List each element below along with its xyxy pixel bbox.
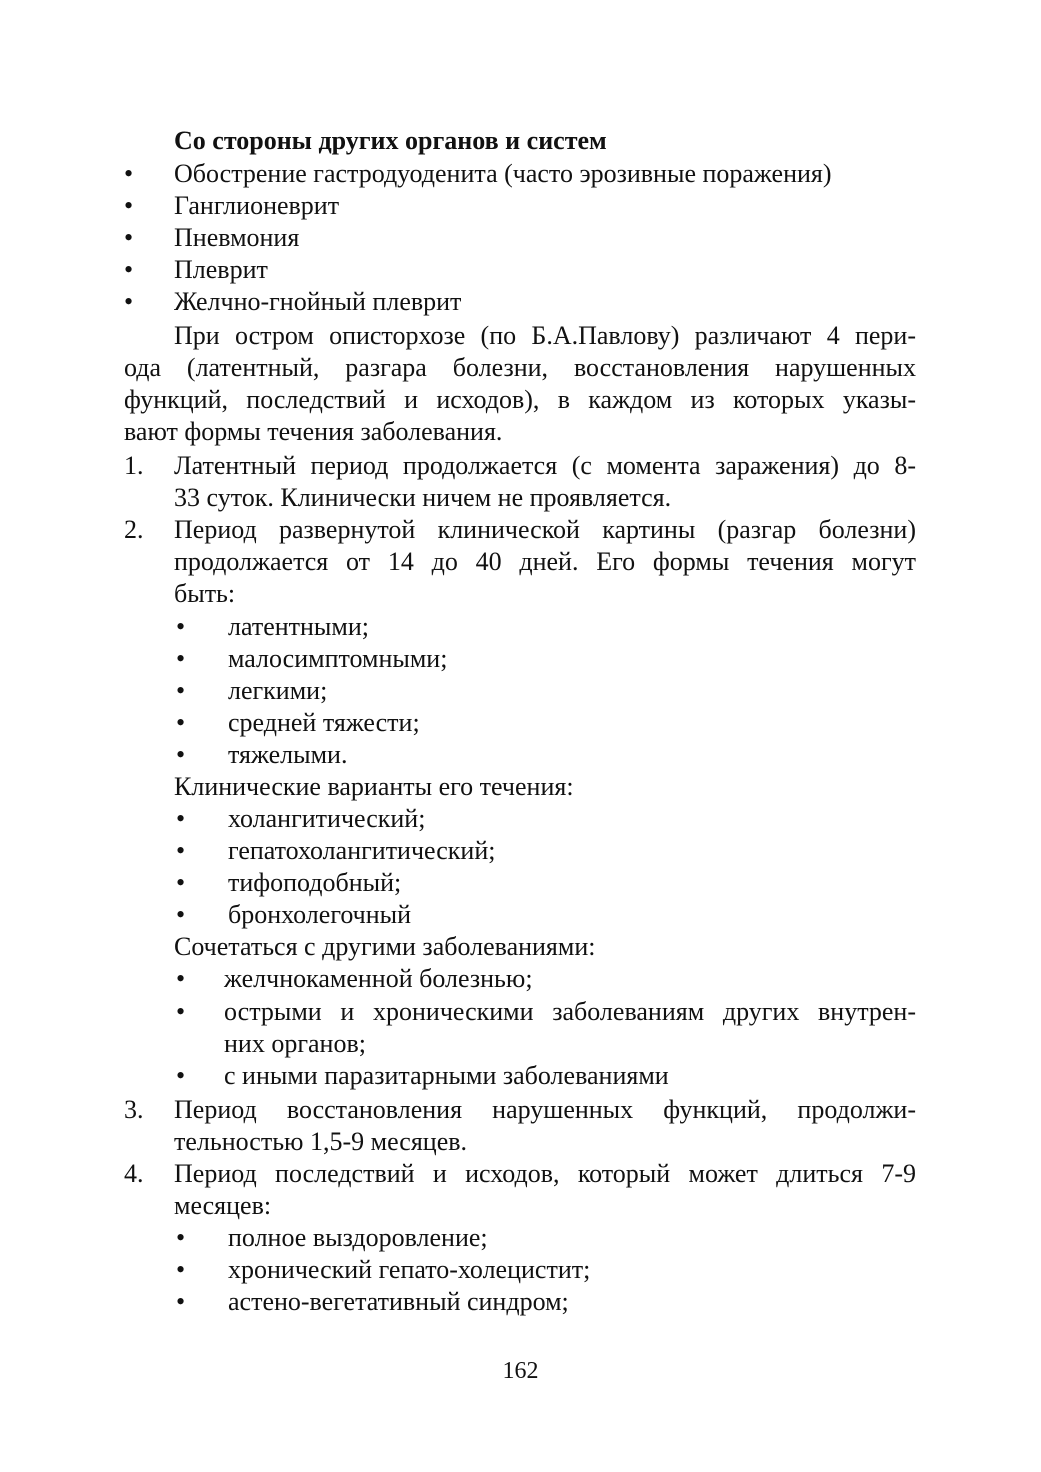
- bullet-icon: •: [176, 900, 186, 929]
- period-line: месяцев:: [174, 1191, 272, 1220]
- period-line: тельностью 1,5-9 месяцев.: [174, 1127, 468, 1156]
- period-line: 33 суток. Клинически ничем не проявляется.: [174, 483, 672, 512]
- list-item: тяжелыми.: [228, 740, 348, 769]
- bullet-icon: •: [176, 1223, 186, 1252]
- bullet-icon: •: [124, 255, 134, 284]
- paragraph-line: ода (латентный, разгара болезни, восстановления нарушенных: [124, 353, 916, 382]
- list-number: 4.: [124, 1159, 144, 1188]
- paragraph-line: вают формы течения заболевания.: [124, 417, 503, 446]
- period-line: Период последствий и исходов, который может длиться 7-9: [174, 1159, 916, 1188]
- list-item: хронический гепато-холецистит;: [228, 1255, 591, 1284]
- list-item-continuation: них органов;: [224, 1029, 366, 1058]
- combos-label: Сочетаться с другими заболеваниями:: [174, 932, 596, 961]
- list-item: Обострение гастродуоденита (часто эрозивные поражения): [174, 159, 832, 188]
- bullet-icon: •: [176, 612, 186, 641]
- paragraph-line: При остром описторхозе (по Б.А.Павлову) различают 4 пери-: [174, 321, 916, 350]
- list-number: 3.: [124, 1095, 144, 1124]
- list-number: 2.: [124, 515, 144, 544]
- section-heading: Со стороны других органов и систем: [174, 126, 607, 155]
- list-item: Ганглионеврит: [174, 191, 340, 220]
- list-item: холангитический;: [228, 804, 426, 833]
- bullet-icon: •: [124, 287, 134, 316]
- bullet-icon: •: [124, 223, 134, 252]
- list-item: Пневмония: [174, 223, 300, 252]
- bullet-icon: •: [176, 868, 186, 897]
- list-item: Желчно-гнойный плеврит: [174, 287, 462, 316]
- list-item: тифоподобный;: [228, 868, 402, 897]
- paragraph-line: функций, последствий и исходов), в каждом из которых указы-: [124, 385, 916, 414]
- bullet-icon: •: [124, 191, 134, 220]
- period-line: Период развернутой клинической картины (разгар болезни): [174, 515, 916, 544]
- bullet-icon: •: [176, 740, 186, 769]
- bullet-icon: •: [124, 159, 134, 188]
- list-item: полное выздоровление;: [228, 1223, 488, 1252]
- list-item: с иными паразитарными заболеваниями: [224, 1061, 669, 1090]
- bullet-icon: •: [176, 1287, 186, 1316]
- list-item: желчнокаменной болезнью;: [224, 964, 533, 993]
- list-item: Плеврит: [174, 255, 268, 284]
- bullet-icon: •: [176, 1255, 186, 1284]
- list-item: астено-вегетативный синдром;: [228, 1287, 569, 1316]
- list-item: малосимптомными;: [228, 644, 448, 673]
- period-line: продолжается от 14 до 40 дней. Его формы течения могут: [174, 547, 916, 576]
- list-item: латентными;: [228, 612, 369, 641]
- bullet-icon: •: [176, 676, 186, 705]
- period-line: Латентный период продолжается (с момента заражения) до 8-: [174, 451, 916, 480]
- variants-label: Клинические варианты его течения:: [174, 772, 574, 801]
- list-item: гепатохолангитический;: [228, 836, 496, 865]
- list-item: бронхолегочный: [228, 900, 412, 929]
- bullet-icon: •: [176, 836, 186, 865]
- bullet-icon: •: [176, 804, 186, 833]
- period-line: Период восстановления нарушенных функций, продолжи-: [174, 1095, 916, 1124]
- bullet-icon: •: [176, 708, 186, 737]
- list-number: 1.: [124, 451, 144, 480]
- list-item: средней тяжести;: [228, 708, 420, 737]
- bullet-icon: •: [176, 997, 186, 1026]
- page-number: 162: [502, 1358, 539, 1384]
- bullet-icon: •: [176, 1061, 186, 1090]
- bullet-icon: •: [176, 644, 186, 673]
- list-item: острыми и хроническими заболеваниям других внутрен-: [224, 997, 916, 1026]
- bullet-icon: •: [176, 964, 186, 993]
- period-line: быть:: [174, 579, 236, 608]
- list-item: легкими;: [228, 676, 328, 705]
